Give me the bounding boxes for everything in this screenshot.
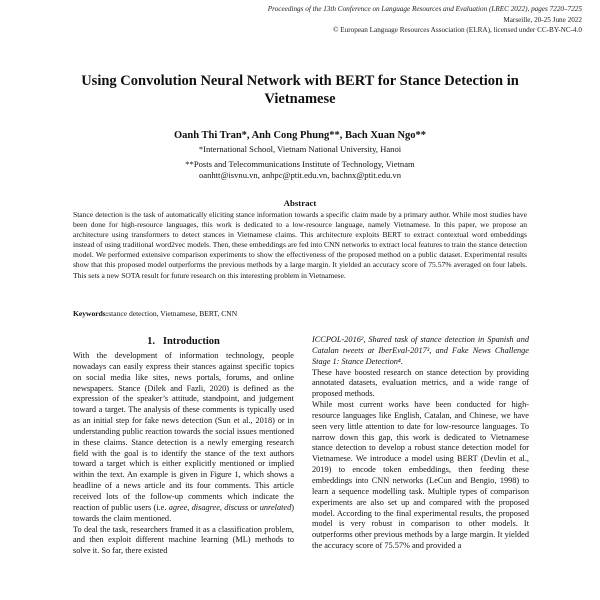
author-emails: oanhtt@isvnu.vn, anhpc@ptit.edu.vn, bachnx@ptit.edu.vn — [198, 170, 402, 180]
intro-p1-end: ) towards the claim mentioned. — [73, 502, 294, 523]
license-line: © European Language Resources Association (ELRA), licensed under CC-BY-NC-4.0 — [333, 26, 582, 34]
title-line-1: Using Convolution Neural Network with BERT for Stance Detection in — [81, 73, 519, 89]
stance-term-discuss: discuss — [224, 502, 249, 512]
term-joiner-2: , — [219, 502, 225, 512]
keywords-label: Keywords: — [73, 309, 109, 318]
stance-term-unrelated: unrelated — [259, 502, 292, 512]
intro-paragraph-2: To deal the task, researchers framed it as a classification problem, and then exploit different machine learning (ML) methods to solve it. So far, there existed — [73, 524, 294, 556]
left-column — [73, 351, 294, 557]
page-header — [22, 4, 582, 36]
keywords — [73, 309, 527, 319]
keywords-text: stance detection, Vietnamese, BERT, CNN — [108, 309, 238, 318]
affiliation-2: **Posts and Telecommunications Institute of Technology, Vietnam — [185, 159, 415, 169]
affiliation-1: *International School, Vietnam National University, Hanoi — [198, 144, 402, 154]
section-heading — [73, 336, 294, 347]
right-paragraph-1: These have boosted research on stance detection by providing annotated datasets, evaluation metrics, and a wide range of proposed methods. — [312, 367, 529, 399]
authors: Oanh Thi Tran*, Anh Cong Phung**, Bach Xuan Ngo** — [173, 130, 427, 141]
location-line: Marseille, 20-25 June 2022 — [503, 15, 582, 24]
stance-term-agree: agree — [168, 502, 188, 512]
title-line-2: Vietnamese — [264, 91, 336, 107]
abstract-heading: Abstract — [283, 198, 317, 208]
term-joiner-3: or — [248, 502, 260, 512]
conference-line: Proceedings of the 13th Conference on Language Resources and Evaluation (LREC 2022), pages 7220–7225 — [267, 5, 582, 13]
intro-p1-text: With the development of information technology, people nowadays can easily express their stances against specific topics on social media like sites, news portals, forums, and online newspapers. Stance (Dilek and Fazli, 2020) is defined as the expression of the speaker’s attitude, standpoint, and judgement toward a target. The analysis of these comments is typically used as an initial step for fake news detection (Sun et al., 2018) or in understanding public reaction towards the social issues mentioned in these claims. Stance detection is a newly emerging research field with the goal is to identify the stance of the text authors toward a target which is either explicitly mentioned or implied within the text. An example is given in Figure 1, which shows a headline of a news article and its four comments. This article received lots of the follow-up comments which indicate the reaction of public users (i.e. — [73, 351, 294, 512]
right-paragraph-2: While most current works have been conducted for high-resource languages like English, Catalan, and Chinese, we have seen very little attention to date for low-resource languages. To narrow down this gap, this work is dedicated to Vietnamese stance detection to develop a robust stance detection model for Vietnamese. We introduce a model using BERT (Devlin et al., 2019) to encode token embeddings, then feeding these embeddings into CNN networks (LeCun and Bengio, 1998) to learn a sequence modelling task. Multiple types of comparison experiments are also set up and compared with the proposed model. According to the final experimental results, the proposed model is very robust in comparison to other models. It outperforms other previous methods by a large margin. It yielded the accuracy score of 75.57% and provided a — [312, 400, 529, 551]
intro-paragraph-1 — [73, 351, 294, 525]
abstract-text: Stance detection is the task of automatically eliciting stance information towards a specific claim made by a primary author. While most studies have been done for high-resource languages, this work is dedicated to a low-resource language, namely Vietnamese. In this paper, we propose an architecture using transformers to detect stances in Vietnamese claims. This architecture exploits BERT to extract contextual word embeddings instead of using traditional word2vec models. Then, these embeddings are fed into CNN networks to extract local features to train the stance detection model. We performed extensive comparison experiments to show the effectiveness of the proposed method on a public dataset. Experimental results show that this proposed model outperforms the previous methods by a large margin. It yielded an accuracy score of 75.57% averaged on four labels. This sets a new SOTA result for future research on this interesting problem in Vietnamese. — [73, 210, 527, 280]
dataset-list: ICCPOL-2016², Shared task of stance detection in Spanish and Catalan tweets at IberEval-2017³, and Fake News Challenge Stage 1: Stance Detection⁴. — [312, 335, 529, 366]
stance-term-disagree: disagree — [191, 502, 220, 512]
paper-title — [60, 72, 540, 108]
term-joiner-1: , — [187, 502, 192, 512]
right-column — [312, 335, 529, 552]
section-title: Introduction — [162, 336, 220, 347]
section-number: 1. — [147, 336, 155, 347]
